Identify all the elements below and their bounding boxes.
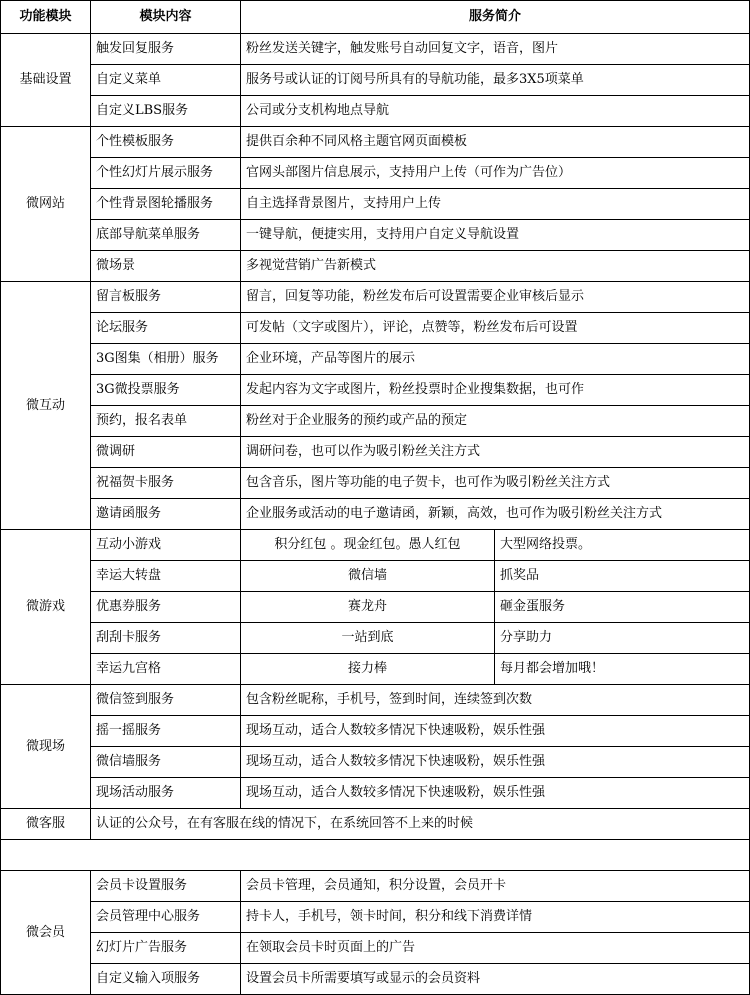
item-desc: 在领取会员卡时页面上的广告	[241, 933, 750, 964]
item-name: 自定义菜单	[91, 65, 241, 96]
table-row	[1, 344, 750, 375]
table-row	[1, 65, 750, 96]
item-desc: 自主选择背景图片，支持用户上传	[241, 189, 750, 220]
item-name: 个性模板服务	[91, 127, 241, 158]
item-desc: 公司或分支机构地点导航	[241, 96, 750, 127]
item-desc: 多视觉营销广告新模式	[241, 251, 750, 282]
category-live: 微现场	[1, 685, 91, 809]
item-name: 互动小游戏	[91, 530, 241, 561]
table-row	[1, 375, 750, 406]
table-row	[1, 530, 750, 561]
category-games: 微游戏	[1, 530, 91, 685]
table-row	[1, 809, 750, 840]
item-desc: 会员卡管理，会员通知，积分设置，会员开卡	[241, 871, 750, 902]
item-name: 论坛服务	[91, 313, 241, 344]
item-name: 幸运九宫格	[91, 654, 241, 685]
table-row	[1, 685, 750, 716]
item-name: 微信签到服务	[91, 685, 241, 716]
item-name: 留言板服务	[91, 282, 241, 313]
table-row	[1, 561, 750, 592]
item-desc: 设置会员卡所需要填写或显示的会员资料	[241, 964, 750, 995]
item-desc: 包含音乐，图片等功能的电子贺卡，也可作为吸引粉丝关注方式	[241, 468, 750, 499]
item-desc: 企业环境，产品等图片的展示	[241, 344, 750, 375]
item-name: 自定义LBS服务	[91, 96, 241, 127]
item-name: 微调研	[91, 437, 241, 468]
table-row	[1, 716, 750, 747]
table-row	[1, 623, 750, 654]
blank-row	[1, 840, 750, 871]
item-name: 触发回复服务	[91, 34, 241, 65]
blank-cell	[1, 840, 750, 871]
item-desc: 提供百余种不同风格主题官网页面模板	[241, 127, 750, 158]
item-game-right: 大型网络投票。	[495, 530, 750, 561]
table-row	[1, 437, 750, 468]
item-name: 摇一摇服务	[91, 716, 241, 747]
item-desc: 包含粉丝昵称，手机号，签到时间，连续签到次数	[241, 685, 750, 716]
item-game-right: 抓奖品	[495, 561, 750, 592]
item-name: 幸运大转盘	[91, 561, 241, 592]
table-row	[1, 189, 750, 220]
item-desc: 现场互动，适合人数较多情况下快速吸粉，娱乐性强	[241, 716, 750, 747]
item-name: 幻灯片广告服务	[91, 933, 241, 964]
item-name: 个性幻灯片展示服务	[91, 158, 241, 189]
item-desc: 发起内容为文字或图片，粉丝投票时企业搜集数据，也可作	[241, 375, 750, 406]
item-desc: 持卡人，手机号，领卡时间，积分和线下消费详情	[241, 902, 750, 933]
item-desc: 现场互动，适合人数较多情况下快速吸粉，娱乐性强	[241, 747, 750, 778]
item-desc: 官网头部图片信息展示，支持用户上传（可作为广告位）	[241, 158, 750, 189]
item-name: 3G图集（相册）服务	[91, 344, 241, 375]
item-name: 现场活动服务	[91, 778, 241, 809]
item-name: 预约，报名表单	[91, 406, 241, 437]
table-row	[1, 158, 750, 189]
item-name: 祝福贺卡服务	[91, 468, 241, 499]
header-row	[1, 1, 750, 34]
category-member: 微会员	[1, 871, 91, 995]
item-desc: 现场互动，适合人数较多情况下快速吸粉，娱乐性强	[241, 778, 750, 809]
item-desc: 粉丝发送关键字，触发账号自动回复文字，语音，图片	[241, 34, 750, 65]
item-game-mid: 接力棒	[241, 654, 495, 685]
table-row	[1, 220, 750, 251]
item-name: 3G微投票服务	[91, 375, 241, 406]
item-name: 微场景	[91, 251, 241, 282]
item-game-mid: 赛龙舟	[241, 592, 495, 623]
table-row	[1, 313, 750, 344]
table-row	[1, 654, 750, 685]
item-desc: 粉丝对于企业服务的预约或产品的预定	[241, 406, 750, 437]
item-desc: 服务号或认证的订阅号所具有的导航功能，最多3X5项菜单	[241, 65, 750, 96]
table-row	[1, 468, 750, 499]
item-name: 会员管理中心服务	[91, 902, 241, 933]
category-interact: 微互动	[1, 282, 91, 530]
header-module: 功能模块	[1, 1, 91, 34]
table-row	[1, 406, 750, 437]
header-intro: 服务简介	[241, 1, 750, 34]
item-game-right: 分享助力	[495, 623, 750, 654]
item-name: 刮刮卡服务	[91, 623, 241, 654]
table-row	[1, 778, 750, 809]
item-name: 邀请函服务	[91, 499, 241, 530]
item-name: 优惠券服务	[91, 592, 241, 623]
table-row	[1, 592, 750, 623]
item-desc: 可发帖（文字或图片），评论，点赞等，粉丝发布后可设置	[241, 313, 750, 344]
item-name: 个性背景图轮播服务	[91, 189, 241, 220]
table-row	[1, 933, 750, 964]
table-row	[1, 871, 750, 902]
item-name: 会员卡设置服务	[91, 871, 241, 902]
category-basic: 基础设置	[1, 34, 91, 127]
table-row	[1, 747, 750, 778]
table-row	[1, 127, 750, 158]
category-service: 微客服	[1, 809, 91, 840]
table-row	[1, 282, 750, 313]
item-name: 底部导航菜单服务	[91, 220, 241, 251]
header-content: 模块内容	[91, 1, 241, 34]
item-name: 自定义输入项服务	[91, 964, 241, 995]
category-website: 微网站	[1, 127, 91, 282]
table-row	[1, 499, 750, 530]
item-game-mid: 积分红包 。现金红包。愚人红包	[241, 530, 495, 561]
item-name: 微信墙服务	[91, 747, 241, 778]
table-row	[1, 964, 750, 995]
item-game-mid: 微信墙	[241, 561, 495, 592]
item-desc: 调研问卷，也可以作为吸引粉丝关注方式	[241, 437, 750, 468]
item-desc: 一键导航，便捷实用，支持用户自定义导航设置	[241, 220, 750, 251]
item-game-right: 每月都会增加哦！	[495, 654, 750, 685]
item-desc: 认证的公众号，在有客服在线的情况下，在系统回答不上来的时候	[91, 809, 750, 840]
item-game-right: 砸金蛋服务	[495, 592, 750, 623]
table-row	[1, 34, 750, 65]
item-desc: 留言，回复等功能，粉丝发布后可设置需要企业审核后显示	[241, 282, 750, 313]
item-game-mid: 一站到底	[241, 623, 495, 654]
table-row	[1, 96, 750, 127]
table-row	[1, 251, 750, 282]
item-desc: 企业服务或活动的电子邀请函，新颖，高效，也可作为吸引粉丝关注方式	[241, 499, 750, 530]
table-row	[1, 902, 750, 933]
